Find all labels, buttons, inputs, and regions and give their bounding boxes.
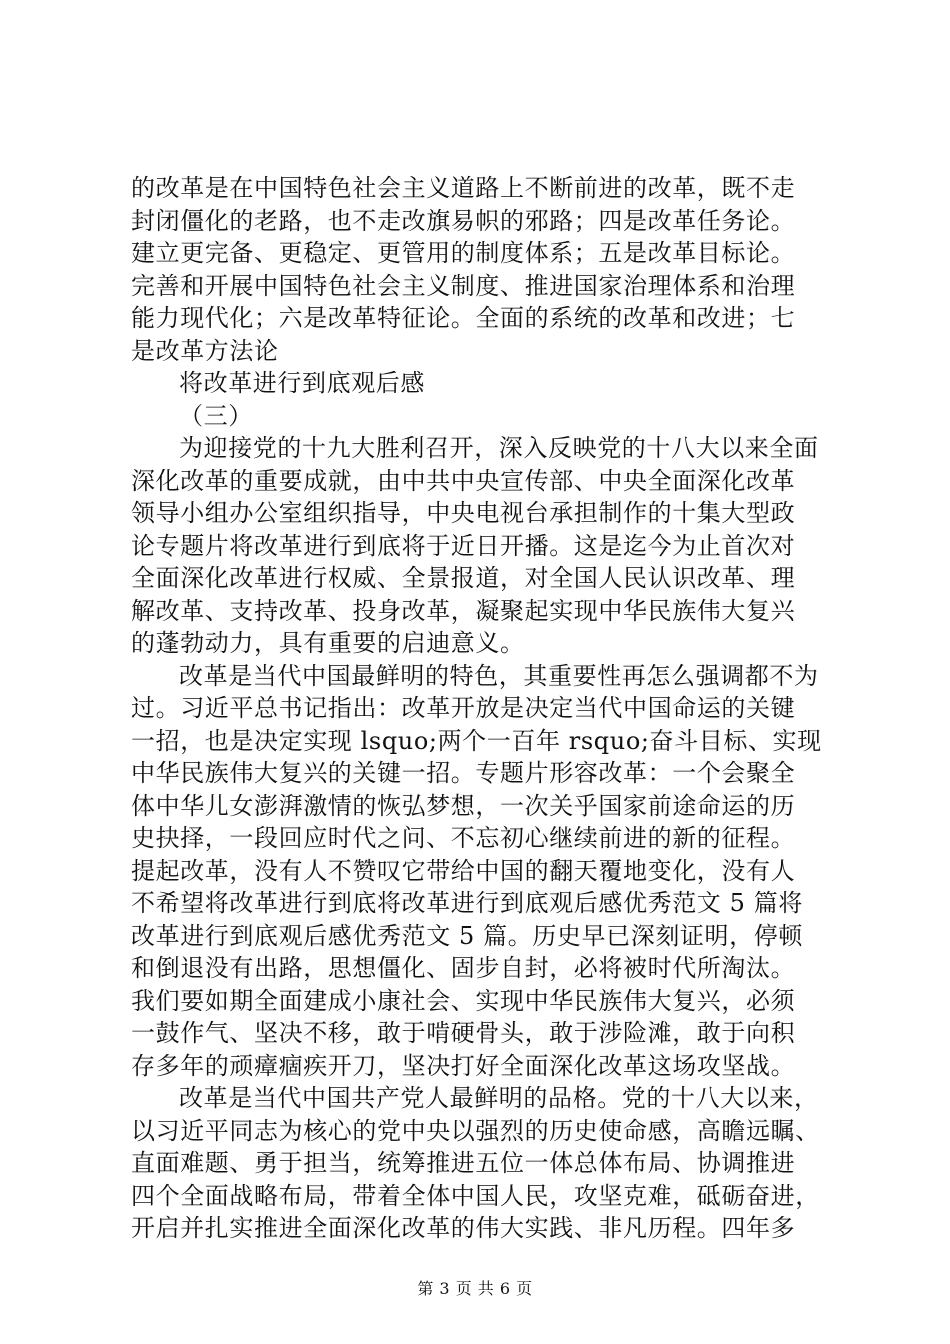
text-line: 为迎接党的十九大胜利召开，深入反映党的十八大以来全面 [179, 434, 819, 462]
text-line: 中华民族伟大复兴的关键一招。专题片形容改革：一个会聚全 [131, 759, 796, 787]
text-line: 我们要如期全面建成小康社会、实现中华民族伟大复兴，必须 [131, 986, 796, 1015]
text-line: 改革是当代中国最鲜明的特色，其重要性再怎么强调都不为 [179, 661, 819, 690]
text-line: 是改革方法论 [131, 336, 279, 365]
text-line: （三） [179, 401, 253, 430]
text-line: 的蓬勃动力，具有重要的启迪意义。 [131, 629, 525, 657]
text-line: 过。习近平总书记指出：改革开放是决定当代中国命运的关键 [131, 694, 796, 722]
text-line: 直面难题、勇于担当，统筹推进五位一体总体布局、协调推进 [131, 1149, 796, 1177]
text-line: 能力现代化；六是改革特征论。全面的系统的改革和改进；七 [131, 304, 796, 332]
text-line: 体中华儿女澎湃激情的恢弘梦想，一次关乎国家前途命运的历 [131, 791, 796, 820]
text-line: 全面深化改革进行权威、全景报道，对全国人民认识改革、理 [131, 564, 796, 592]
text-line: 建立更完备、更稳定、更管用的制度体系；五是改革目标论。 [131, 239, 796, 267]
text-line: 解改革、支持改革、投身改革，凝聚起实现中华民族伟大复兴 [131, 596, 796, 625]
text-line: 不希望将改革进行到底将改革进行到底观后感优秀范文 5 篇将 [131, 889, 803, 917]
text-line: 的改革是在中国特色社会主义道路上不断前进的改革，既不走 [131, 174, 796, 202]
text-line: 提起改革，没有人不赞叹它带给中国的翻天覆地变化，没有人 [131, 856, 796, 885]
text-line: 和倒退没有出路，思想僵化、固步自封，必将被时代所淘汰。 [131, 954, 796, 982]
text-line: 存多年的顽瘴痼疾开刀，坚决打好全面深化改革这场攻坚战。 [131, 1051, 796, 1080]
text-line: 将改革进行到底观后感 [179, 369, 425, 397]
text-line: 改革是当代中国共产党人最鲜明的品格。党的十八大以来， [179, 1084, 819, 1112]
text-line: 论专题片将改革进行到底将于近日开播。这是迄今为止首次对 [131, 531, 796, 560]
text-line: 四个全面战略布局，带着全体中国人民，攻坚克难，砥砺奋进， [131, 1181, 820, 1210]
text-line: 以习近平同志为核心的党中央以强烈的历史使命感，高瞻远瞩、 [131, 1116, 820, 1145]
text-line: 一鼓作气、坚决不移，敢于啃硬骨头，敢于涉险滩，敢于向积 [131, 1019, 796, 1047]
text-line: 完善和开展中国特色社会主义制度、推进国家治理体系和治理 [131, 271, 796, 300]
text-line: 深化改革的重要成就，由中共中央宣传部、中央全面深化改革 [131, 466, 796, 495]
page-footer: 第 3 页 共 6 页 [417, 1279, 533, 1298]
text-line: 封闭僵化的老路，也不走改旗易帜的邪路；四是改革任务论。 [131, 206, 796, 235]
document-body [131, 172, 831, 1245]
text-line: 一招，也是决定实现 lsquo;两个一百年 rsquo;奋斗目标、实现 [131, 726, 822, 755]
text-line: 开启并扎实推进全面深化改革的伟大实践、非凡历程。四年多 [131, 1214, 796, 1242]
text-line: 史抉择，一段回应时代之问、不忘初心继续前进的新的征程。 [131, 824, 796, 852]
text-line: 改革进行到底观后感优秀范文 5 篇。历史早已深刻证明，停顿 [131, 921, 803, 950]
text-line: 领导小组办公室组织指导，中央电视台承担制作的十集大型政 [131, 499, 796, 527]
